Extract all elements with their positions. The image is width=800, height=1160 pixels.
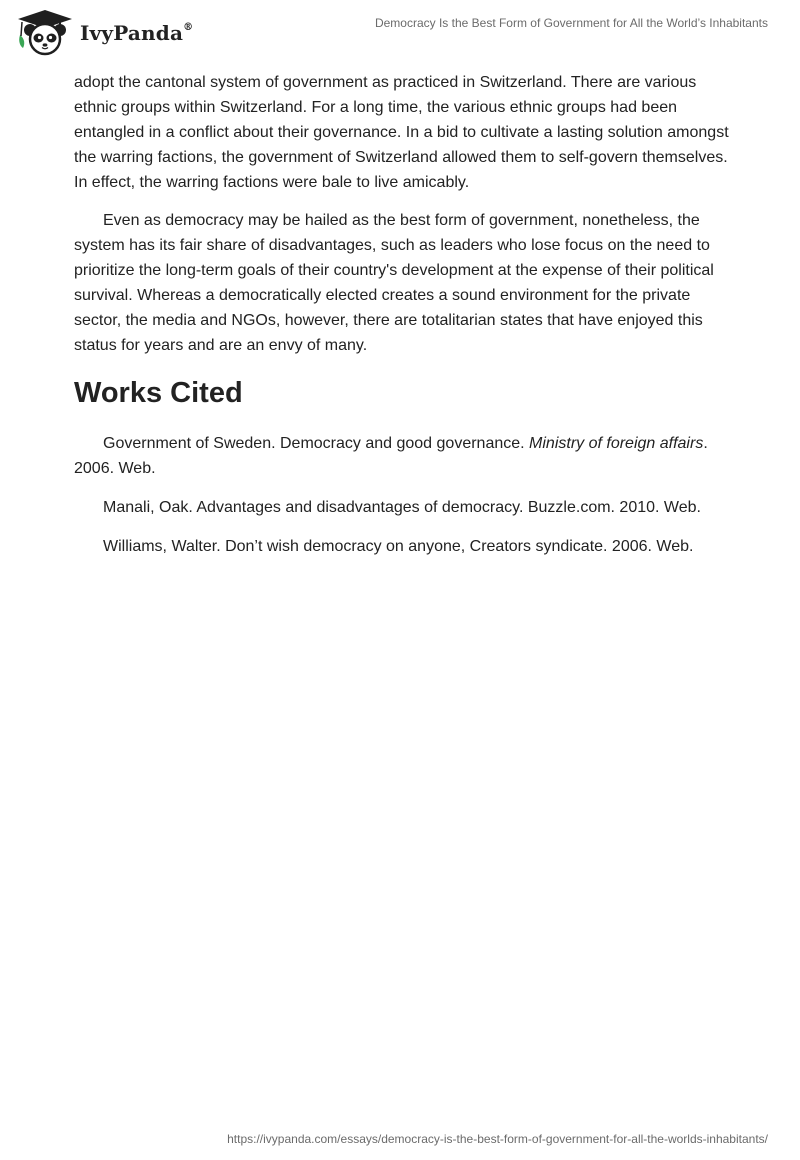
works-cited-heading: Works Cited [74, 377, 243, 409]
reference-text: Williams, Walter. Don’t wish democracy on anyone, Creators syndicate. 2006. Web. [103, 538, 694, 555]
essay-body [74, 70, 734, 573]
reference-text: Government of Sweden. Democracy and good governance. [103, 435, 530, 452]
reference-item [74, 495, 734, 520]
document-title: Democracy Is the Best Form of Government for All the World’s Inhabitants [374, 16, 768, 30]
source-url[interactable]: https://ivypanda.com/essays/democracy-is-the-best-form-of-government-for-all-the-worlds-inhabitants/ [227, 1132, 768, 1146]
panda-graduate-icon [16, 8, 74, 56]
reference-item [74, 534, 734, 559]
registered-mark: ® [183, 22, 194, 34]
reference-italic: Ministry of foreign affairs [529, 435, 704, 452]
ivypanda-logo[interactable] [16, 8, 193, 56]
reference-text: Manali, Oak. Advantages and disadvantages of democracy. Buzzle.com. 2010. Web. [103, 499, 701, 516]
page-header [0, 0, 800, 64]
body-paragraph: adopt the cantonal system of government as practiced in Switzerland. There are various ethnic groups within Switzerland. For a long time, the various ethnic groups had been entangled in a conflict about their governance. In a bid to cultivate a lasting solution amongst the warring factions, the government of Switzerland allowed them to self-govern themselves. In effect, the warring factions were bale to live amicably. [74, 74, 729, 191]
reference-text: . 2006. Web. [74, 435, 708, 477]
brand-name: IvyPanda® [80, 21, 194, 45]
reference-item [74, 431, 734, 481]
body-paragraph: Even as democracy may be hailed as the best form of government, nonetheless, the system has its fair share of disadvantages, such as leaders who lose focus on the need to prioritize the long-term goals of their country's development at the expense of their political survival. Whereas a democratically elected creates a sound environment for the private sector, the media and NGOs, however, there are totalitarian states that have enjoyed this status for years and are an envy of many. [74, 212, 714, 354]
